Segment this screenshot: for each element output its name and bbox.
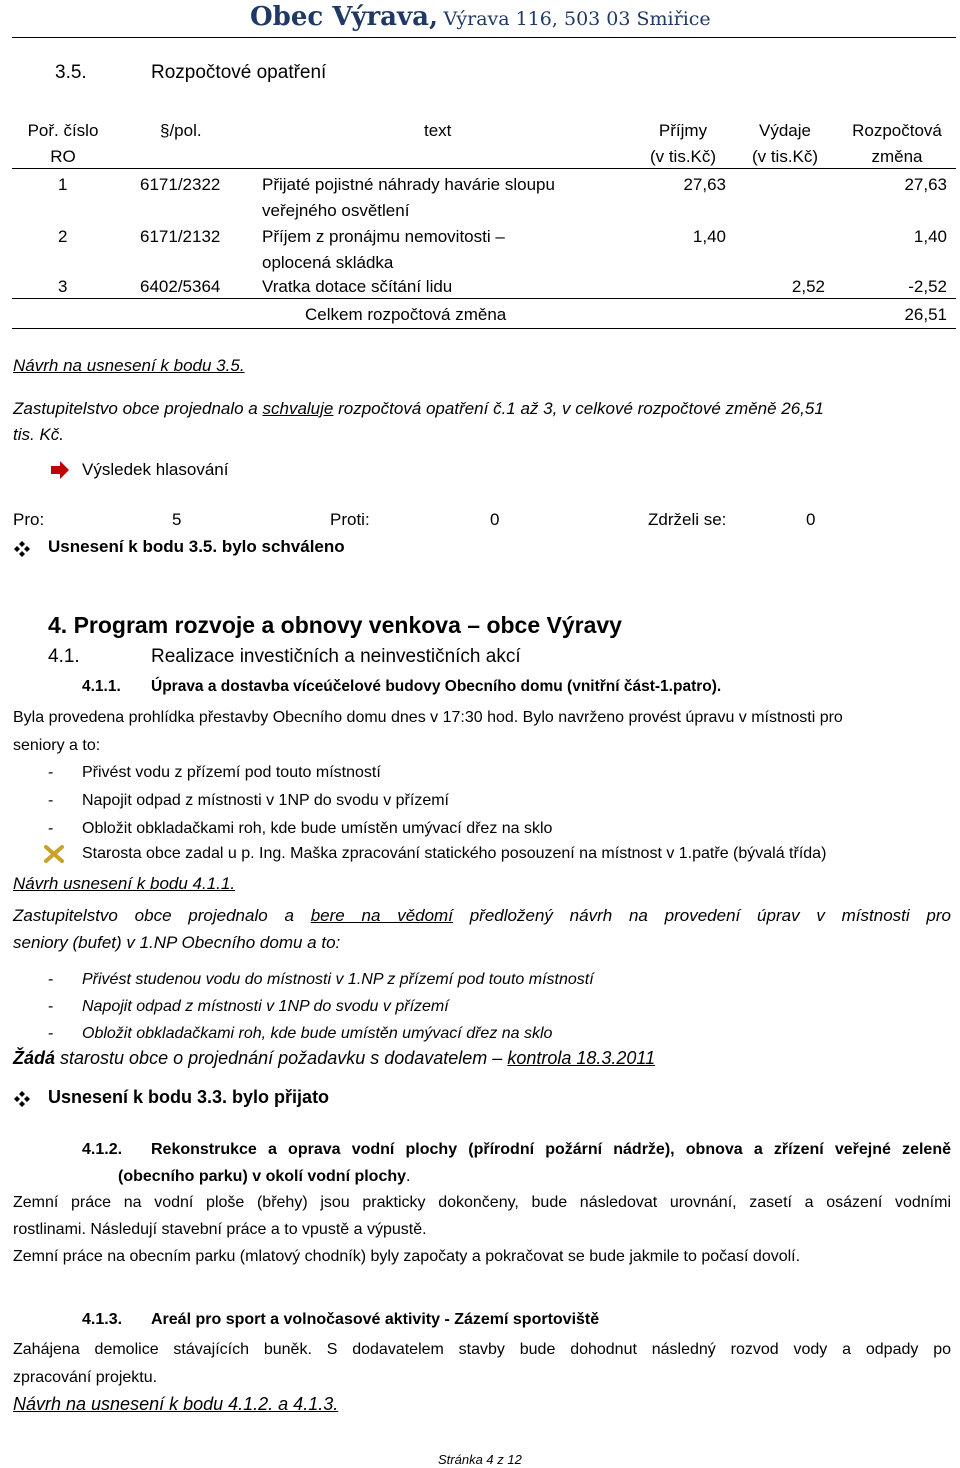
zada-kontrola: kontrola 18.3.2011 xyxy=(507,1048,656,1068)
header-rule xyxy=(12,37,956,38)
vote-pro-label: Pro: xyxy=(13,510,45,529)
table-row-2-zmena: 1,40 xyxy=(913,227,947,246)
vote-proti-label: Proti: xyxy=(330,510,370,529)
list-item: - Napojit odpad z místnosti v 1NP do svodu v přízemí xyxy=(48,792,449,809)
table-row-2-pol: 6171/2132 xyxy=(140,227,221,246)
table-header-prijmy-l1: Příjmy xyxy=(658,121,708,140)
zada-line xyxy=(13,1048,655,1069)
p411-l1: Byla provedena prohlídka přestavby Obecního domu dnes v 17:30 hod. Bylo navrženo provést úpravu v místnosti pro xyxy=(13,709,843,726)
vote-zdrzeli-value: 0 xyxy=(806,510,816,529)
table-row-3-zmena: -2,52 xyxy=(908,277,947,296)
list1-item-2: Obložit obkladačkami roh, kde bude umístěn umývací dřez na sklo xyxy=(82,820,553,837)
navrh-3-5: Návrh na usnesení k bodu 3.5. xyxy=(13,356,245,375)
p413-l2: zpracování projektu. xyxy=(13,1369,158,1386)
table-header-vydaje-l1: Výdaje xyxy=(759,121,811,140)
section-4-1-1-number: 4.1.1. xyxy=(82,678,121,695)
table-row-1-text-l1: Přijaté pojistné náhrady havárie sloupu xyxy=(262,175,555,194)
table-row-1-prijmy: 27,63 xyxy=(683,175,726,194)
table-header-zmena xyxy=(838,118,956,170)
diamond-bullet-icon xyxy=(13,1090,31,1108)
table-header-por-l2: RO xyxy=(50,147,76,166)
zast35-b: rozpočtová opatření č.1 až 3, v celkové rozpočtové změně 26,51 xyxy=(333,399,824,418)
table-header-vydaje-l2: (v tis.Kč) xyxy=(751,147,819,166)
table-header-por-l1: Poř. číslo xyxy=(27,121,99,140)
page-footer: Stránka 4 z 12 xyxy=(438,1452,522,1467)
section-4-1-3-number: 4.1.3. xyxy=(82,1311,123,1328)
table-row-2-text xyxy=(262,224,505,276)
table-header-text: text xyxy=(424,121,452,140)
table-row-2-text-l1: Příjem z pronájmu nemovitosti – xyxy=(262,227,505,246)
zastupitelstvo-3-5 xyxy=(13,396,824,448)
paragraph-4-1-3 xyxy=(13,1336,951,1392)
table-header-prijmy xyxy=(640,118,726,170)
list-item: - Obložit obkladačkami roh, kde bude umístěn umývací dřez na sklo xyxy=(48,820,553,837)
navrh-4-1-2-4-1-3: Návrh na usnesení k bodu 4.1.2. a 4.1.3. xyxy=(13,1394,339,1414)
vote-proti-value: 0 xyxy=(490,510,500,529)
list-item: - Napojit odpad z místnosti v 1NP do svodu v přízemí xyxy=(48,998,449,1015)
table-rule-body xyxy=(12,298,956,299)
zast35-u: schvaluje xyxy=(262,399,334,418)
zada-text: starostu obce o projednání požadavku s dodavatelem – xyxy=(55,1048,508,1068)
table-header-zmena-l1: Rozpočtová xyxy=(852,121,942,140)
table-header-vydaje xyxy=(740,118,830,170)
vote-zdrzeli-label: Zdrželi se: xyxy=(648,510,727,529)
table-row-1-text-l2: veřejného osvětlení xyxy=(262,201,410,220)
zast411-u: bere na vědomí xyxy=(310,906,453,925)
table-row-1-pol: 6171/2322 xyxy=(140,175,221,194)
zastupitelstvo-4-1-1 xyxy=(13,902,951,956)
diamond-bullet-icon xyxy=(13,540,31,558)
section-4-1-title: Realizace investičních a neinvestičních akcí xyxy=(151,646,521,667)
table-header-por xyxy=(10,118,116,170)
arrow-right-icon xyxy=(50,460,70,480)
table-row-1-text xyxy=(262,172,555,224)
section-4-1-2-number: 4.1.2. xyxy=(82,1141,123,1158)
s412-l2: (obecního parku) v okolí vodní plochy xyxy=(118,1168,407,1185)
header-org: Obec Výrava, xyxy=(250,2,439,32)
table-rule-total xyxy=(12,328,956,329)
list2-item-0: Přivést studenou vodu do místnosti v 1.NP z přízemí pod touto místností xyxy=(82,971,594,988)
table-row-2-no: 2 xyxy=(58,227,68,246)
section-4-1-number: 4.1. xyxy=(48,646,80,667)
zada-bold: Žádá xyxy=(13,1048,56,1068)
page-header xyxy=(250,2,711,32)
table-row-3-text: Vratka dotace sčítání lidu xyxy=(262,277,453,296)
zast35-c: tis. Kč. xyxy=(13,425,65,444)
section-number: 3.5. xyxy=(55,62,87,83)
list2-item-1: Napojit odpad z místnosti v 1NP do svodu v přízemí xyxy=(82,998,449,1015)
zast411-b: předložený návrh na provedení úprav v místnosti pro xyxy=(452,906,951,925)
section-4-1-3-title: Areál pro sport a volnočasové aktivity - Zázemí sportoviště xyxy=(151,1311,600,1328)
p412-l1: Zemní práce na vodní ploše (břehy) jsou prakticky dokončeny, bude následovat urovnání, zasetí a osázení vodními xyxy=(13,1194,951,1211)
usneseni-3-5: Usnesení k bodu 3.5. bylo schváleno xyxy=(48,537,345,556)
p412-l2: rostlinami. Následují stavební práce a to vpustě a výpustě. xyxy=(13,1221,427,1238)
list-2 xyxy=(48,966,594,1047)
table-header-zmena-l2: změna xyxy=(871,147,923,166)
navrh-4-1-1: Návrh usnesení k bodu 4.1.1. xyxy=(13,874,236,893)
table-header-prijmy-l2: (v tis.Kč) xyxy=(649,147,717,166)
paragraph-4-1-2 xyxy=(13,1189,951,1270)
list1-item-0: Přivést vodu z přízemí pod touto místností xyxy=(82,764,381,781)
zast35-a: Zastupitelstvo obce projednalo a xyxy=(13,399,263,418)
list-item: - Přivést vodu z přízemí pod touto místností xyxy=(48,764,381,781)
section-title: Rozpočtové opatření xyxy=(151,62,327,83)
p413-l1: Zahájena demolice stávajících buněk. S dodavatelem stavby bude dohodnut následný rozvod vody a odpady po xyxy=(13,1341,951,1358)
table-row-2-prijmy: 1,40 xyxy=(692,227,726,246)
s412-l1: Rekonstrukce a oprava vodní plochy (přírodní požární nádrže), obnova a zřízení veřejné zeleně xyxy=(151,1141,951,1158)
vote-pro-value: 5 xyxy=(172,510,182,529)
table-row-3-pol: 6402/5364 xyxy=(140,277,221,296)
list-1 xyxy=(48,759,552,843)
section-4-1-1-title: Úprava a dostavba víceúčelové budovy Obecního domu (vnitřní část-1.patro). xyxy=(151,678,722,695)
p411-l2: seniory a to: xyxy=(13,737,101,754)
paragraph-4-1-1 xyxy=(13,704,843,760)
zast411-a: Zastupitelstvo obce projednalo a xyxy=(13,906,311,925)
s412-dot: . xyxy=(406,1168,411,1185)
section-4-title: 4. Program rozvoje a obnovy venkova – obce Výravy xyxy=(48,612,622,638)
table-total-label: Celkem rozpočtová změna xyxy=(305,305,507,324)
vysledek-hlasovani: Výsledek hlasování xyxy=(82,460,229,479)
table-rule-header xyxy=(12,168,956,169)
header-address: Výrava 116, 503 03 Smiřice xyxy=(443,8,711,30)
table-row-3-no: 3 xyxy=(58,277,68,296)
table-row-1-no: 1 xyxy=(58,175,68,194)
table-header-pol: §/pol. xyxy=(160,121,202,140)
list2-item-2: Obložit obkladačkami roh, kde bude umístěn umývací dřez na sklo xyxy=(82,1025,553,1042)
cross-marker-icon xyxy=(44,844,64,864)
zast411-c: seniory (bufet) v 1.NP Obecního domu a to: xyxy=(13,933,341,952)
list-item: - Obložit obkladačkami roh, kde bude umístěn umývací dřez na sklo xyxy=(48,1025,553,1042)
starosta-zadal: Starosta obce zadal u p. Ing. Maška zpracování statického posouzení na místnost v 1.patře (bývalá třída) xyxy=(82,845,827,862)
p412-l3: Zemní práce na obecním parku (mlatový chodník) byly započaty a pokračovat se bude jakmile to počasí dovolí. xyxy=(13,1248,801,1265)
table-row-1-zmena: 27,63 xyxy=(904,175,947,194)
list1-item-1: Napojit odpad z místnosti v 1NP do svodu v přízemí xyxy=(82,792,449,809)
table-row-2-text-l2: oplocená skládka xyxy=(262,253,394,272)
table-total-value: 26,51 xyxy=(904,305,947,324)
table-row-3-vydaje: 2,52 xyxy=(791,277,825,296)
usneseni-3-3: Usnesení k bodu 3.3. bylo přijato xyxy=(48,1087,330,1107)
section-4-1-2-title xyxy=(118,1136,951,1190)
list-item: - Přivést studenou vodu do místnosti v 1.NP z přízemí pod touto místností xyxy=(48,971,594,988)
